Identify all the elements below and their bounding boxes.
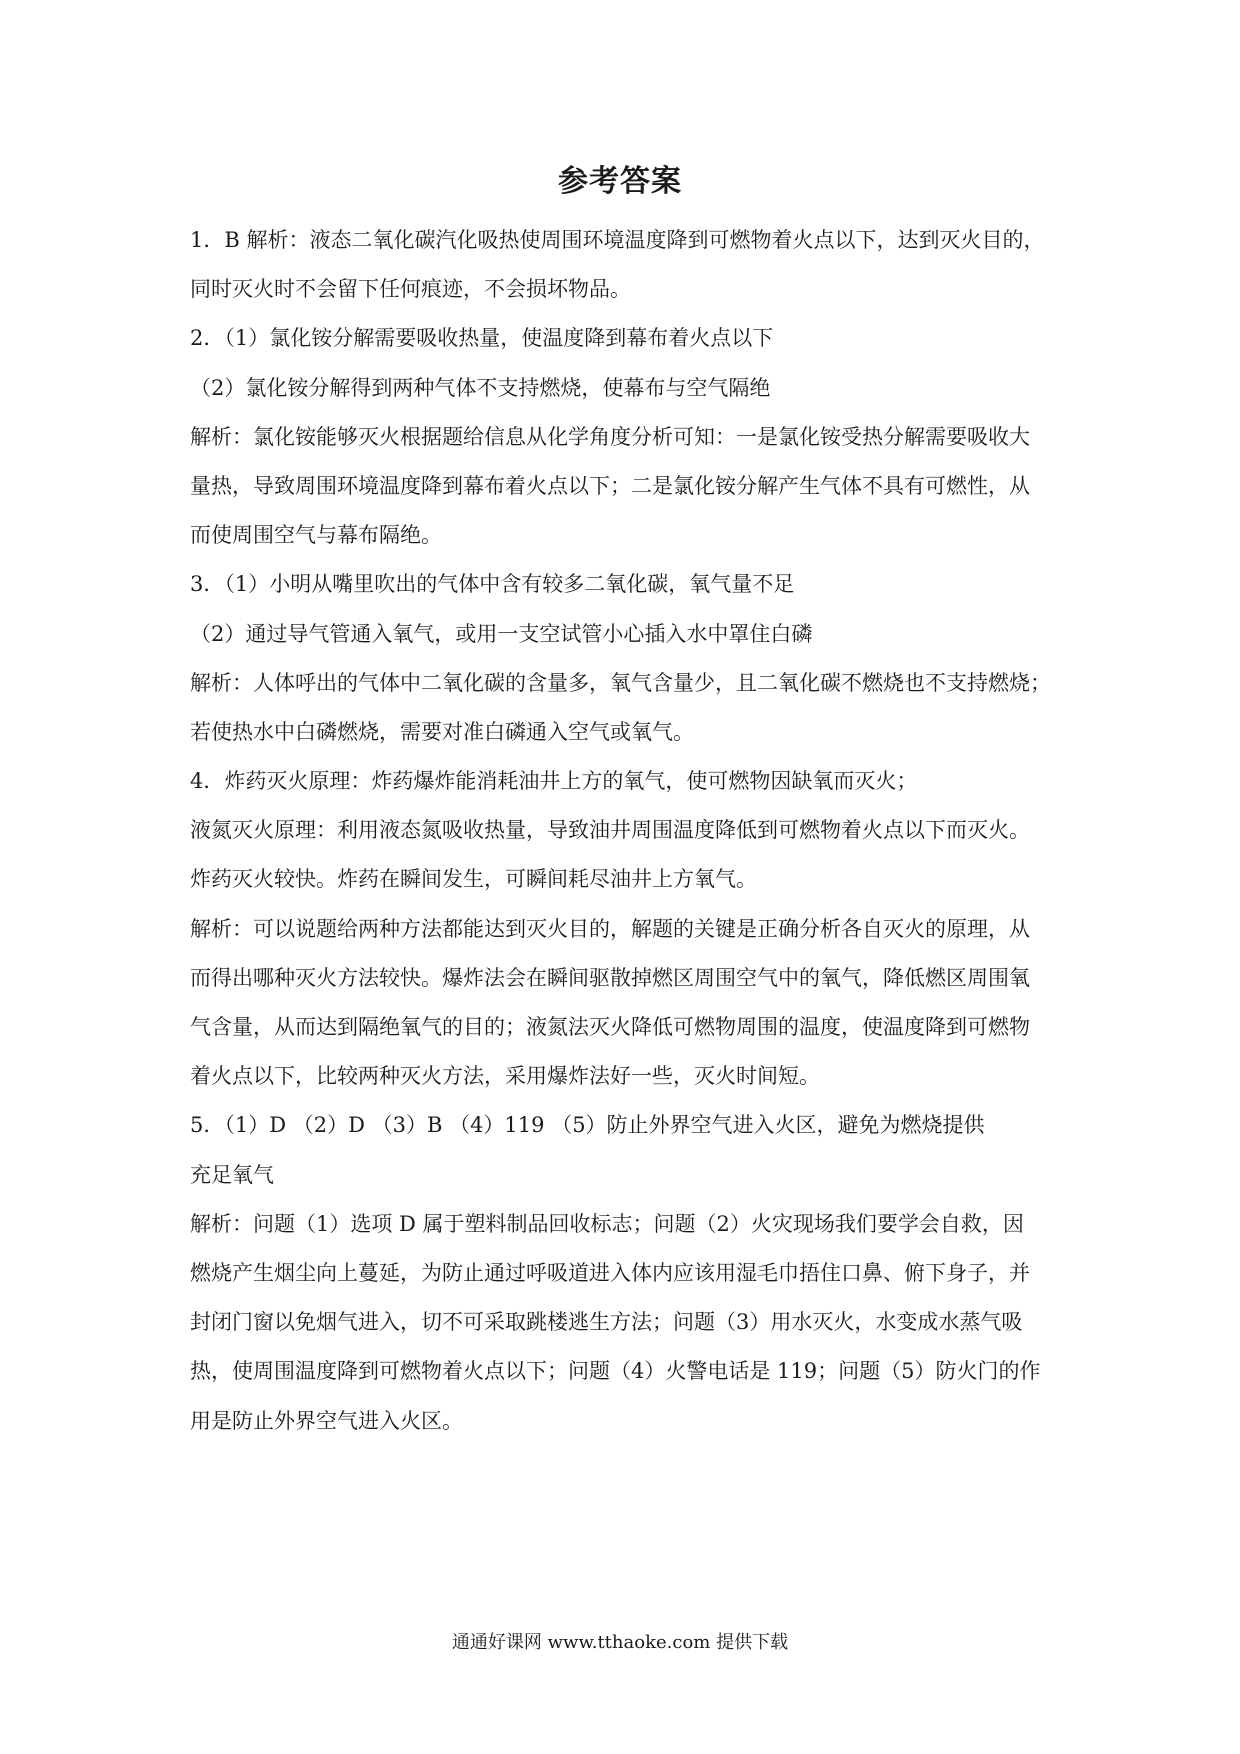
text-line: 若使热水中白磷燃烧，需要对准白磷通入空气或氧气。	[190, 719, 694, 744]
text-line: 充足氧气	[190, 1162, 274, 1187]
text-line: 液氮灭火原理：利用液态氮吸收热量，导致油井周围温度降低到可燃物着火点以下而灭火。	[190, 818, 1030, 843]
text-line: （2）通过导气管通入氧气，或用一支空试管小心插入水中罩住白磷	[190, 621, 813, 646]
text-line: 炸药灭火较快。炸药在瞬间发生，可瞬间耗尽油井上方氧气。	[190, 867, 757, 892]
text-line: 而使周围空气与幕布隔绝。	[190, 523, 442, 548]
text-line: 4．炸药灭火原理：炸药爆炸能消耗油井上方的氧气，使可燃物因缺氧而灭火；	[190, 769, 918, 794]
answer-body	[190, 216, 1060, 1446]
text-line: 燃烧产生烟尘向上蔓延，为防止通过呼吸道进入体内应该用湿毛巾捂住口鼻、俯下身子，并	[190, 1260, 1030, 1285]
text-line: 1．B 解析：液态二氧化碳汽化吸热使周围环境温度降到可燃物着火点以下，达到灭火目的，	[190, 228, 1045, 252]
page-footer: 通通好课网 www.tthaoke.com 提供下载	[451, 1632, 789, 1653]
page-title: 参考答案	[558, 164, 682, 199]
text-line: 解析：可以说题给两种方法都能达到灭火目的，解题的关键是正确分析各自灭火的原理，从	[190, 916, 1030, 941]
text-line: 而得出哪种灭火方法较快。爆炸法会在瞬间驱散掉燃区周围空气中的氧气，降低燃区周围氧	[190, 965, 1030, 990]
text-line: 热，使周围温度降到可燃物着火点以下；问题（4）火警电话是 119；问题（5）防火门的作	[190, 1359, 1041, 1384]
text-line: 量热，导致周围环境温度降到幕布着火点以下；二是氯化铵分解产生气体不具有可燃性，从	[190, 473, 1030, 498]
text-line: 用是防止外界空气进入火区。	[190, 1408, 463, 1433]
text-line: 解析：问题（1）选项 D 属于塑料制品回收标志；问题（2）火灾现场我们要学会自救，因	[190, 1211, 1024, 1236]
text-line: 2．（1）氯化铵分解需要吸收热量，使温度降到幕布着火点以下	[190, 326, 774, 351]
text-line: 3．（1）小明从嘴里吹出的气体中含有较多二氧化碳，氧气量不足	[190, 572, 795, 597]
text-line: 解析：氯化铵能够灭火根据题给信息从化学角度分析可知：一是氯化铵受热分解需要吸收大	[190, 424, 1030, 449]
text-line: 同时灭火时不会留下任何痕迹，不会损坏物品。	[190, 277, 631, 302]
text-line: 解析：人体呼出的气体中二氧化碳的含量多，氧气含量少，且二氧化碳不燃烧也不支持燃烧；	[190, 670, 1051, 695]
text-line: 着火点以下，比较两种灭火方法，采用爆炸法好一些，灭火时间短。	[190, 1064, 820, 1089]
text-line: 5．（1）D （2）D （3）B （4）119 （5）防止外界空气进入火区，避免为燃烧提供	[190, 1113, 985, 1138]
text-line: 气含量，从而达到隔绝氧气的目的；液氮法灭火降低可燃物周围的温度，使温度降到可燃物	[190, 1015, 1030, 1039]
text-line: （2）氯化铵分解得到两种气体不支持燃烧，使幕布与空气隔绝	[190, 375, 771, 400]
text-line: 封闭门窗以免烟气进入，切不可采取跳楼逃生方法；问题（3）用水灭火，水变成水蒸气吸	[190, 1310, 1023, 1335]
